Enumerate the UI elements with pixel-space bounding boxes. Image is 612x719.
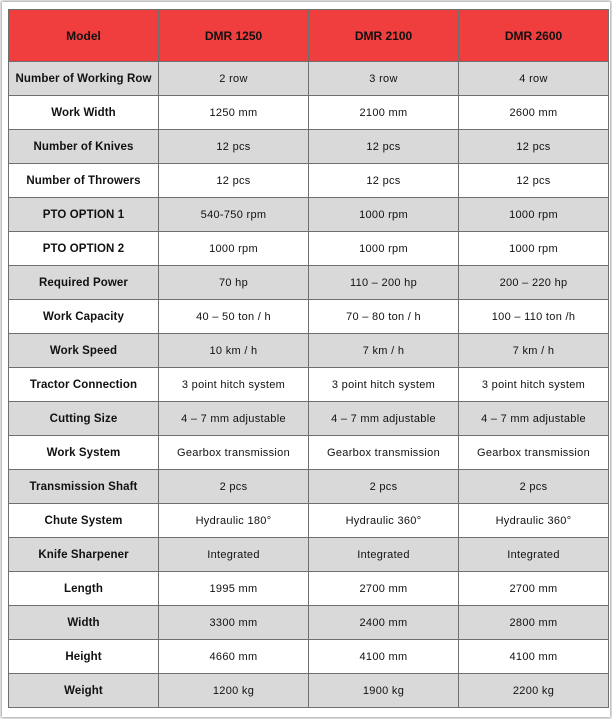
table-cell: 4660 mm bbox=[159, 640, 309, 674]
table-cell: 2 row bbox=[159, 62, 309, 96]
table-cell: Hydraulic 180° bbox=[159, 504, 309, 538]
row-label: Number of Working Row bbox=[9, 62, 159, 96]
table-row bbox=[9, 504, 609, 538]
table-cell: 2700 mm bbox=[309, 572, 459, 606]
table-cell: 2200 kg bbox=[459, 674, 609, 708]
table-cell: 200 – 220 hp bbox=[459, 266, 609, 300]
table-cell: 2100 mm bbox=[309, 96, 459, 130]
table-row bbox=[9, 606, 609, 640]
row-label: PTO OPTION 1 bbox=[9, 198, 159, 232]
row-label: Width bbox=[9, 606, 159, 640]
table-cell: 540-750 rpm bbox=[159, 198, 309, 232]
table-cell: 12 pcs bbox=[159, 130, 309, 164]
table-row bbox=[9, 266, 609, 300]
table-cell: 1000 rpm bbox=[459, 232, 609, 266]
table-cell: 1995 mm bbox=[159, 572, 309, 606]
table-cell: 4100 mm bbox=[459, 640, 609, 674]
table-cell: 2 pcs bbox=[159, 470, 309, 504]
header-cell-dmr-2100: DMR 2100 bbox=[309, 10, 459, 62]
table-row bbox=[9, 198, 609, 232]
header-row bbox=[9, 10, 609, 62]
table-cell: 110 – 200 hp bbox=[309, 266, 459, 300]
table-cell: 7 km / h bbox=[309, 334, 459, 368]
table-cell: 1000 rpm bbox=[459, 198, 609, 232]
table-cell: 12 pcs bbox=[159, 164, 309, 198]
row-label: Cutting Size bbox=[9, 402, 159, 436]
row-label: Chute System bbox=[9, 504, 159, 538]
table-row bbox=[9, 334, 609, 368]
table-cell: Hydraulic 360° bbox=[459, 504, 609, 538]
row-label: Knife Sharpener bbox=[9, 538, 159, 572]
row-label: Work Speed bbox=[9, 334, 159, 368]
header-cell-dmr-2600: DMR 2600 bbox=[459, 10, 609, 62]
table-cell: 2600 mm bbox=[459, 96, 609, 130]
table-row bbox=[9, 368, 609, 402]
table-cell: 3 row bbox=[309, 62, 459, 96]
table-row bbox=[9, 232, 609, 266]
table-cell: 3 point hitch system bbox=[309, 368, 459, 402]
table-row bbox=[9, 538, 609, 572]
table-cell: 2 pcs bbox=[459, 470, 609, 504]
row-label: Number of Throwers bbox=[9, 164, 159, 198]
table-cell: 3 point hitch system bbox=[159, 368, 309, 402]
row-label: Weight bbox=[9, 674, 159, 708]
table-cell: 2 pcs bbox=[309, 470, 459, 504]
row-label: Length bbox=[9, 572, 159, 606]
row-label: Tractor Connection bbox=[9, 368, 159, 402]
table-cell: 12 pcs bbox=[459, 164, 609, 198]
table-cell: 1000 rpm bbox=[159, 232, 309, 266]
table-cell: 1250 mm bbox=[159, 96, 309, 130]
table-cell: 70 – 80 ton / h bbox=[309, 300, 459, 334]
row-label: Work Capacity bbox=[9, 300, 159, 334]
row-label: Number of Knives bbox=[9, 130, 159, 164]
table-row bbox=[9, 130, 609, 164]
table-cell: Gearbox transmission bbox=[309, 436, 459, 470]
table-cell: 70 hp bbox=[159, 266, 309, 300]
table-row bbox=[9, 96, 609, 130]
table-cell: 12 pcs bbox=[309, 130, 459, 164]
row-label: Required Power bbox=[9, 266, 159, 300]
spec-table-frame bbox=[2, 2, 610, 717]
table-row bbox=[9, 674, 609, 708]
header-cell-model: Model bbox=[9, 10, 159, 62]
table-row bbox=[9, 640, 609, 674]
table-cell: 12 pcs bbox=[459, 130, 609, 164]
table-cell: Gearbox transmission bbox=[459, 436, 609, 470]
table-cell: 10 km / h bbox=[159, 334, 309, 368]
spec-table bbox=[8, 9, 609, 708]
table-row bbox=[9, 300, 609, 334]
row-label: Work System bbox=[9, 436, 159, 470]
table-row bbox=[9, 402, 609, 436]
table-cell: 4 – 7 mm adjustable bbox=[459, 402, 609, 436]
table-row bbox=[9, 62, 609, 96]
table-cell: 1900 kg bbox=[309, 674, 459, 708]
row-label: Height bbox=[9, 640, 159, 674]
table-row bbox=[9, 470, 609, 504]
table-cell: 4 row bbox=[459, 62, 609, 96]
table-cell: 3300 mm bbox=[159, 606, 309, 640]
table-cell: 7 km / h bbox=[459, 334, 609, 368]
table-cell: 100 – 110 ton /h bbox=[459, 300, 609, 334]
table-cell: 2700 mm bbox=[459, 572, 609, 606]
table-cell: 3 point hitch system bbox=[459, 368, 609, 402]
row-label: Transmission Shaft bbox=[9, 470, 159, 504]
table-cell: 4100 mm bbox=[309, 640, 459, 674]
row-label: Work Width bbox=[9, 96, 159, 130]
table-row bbox=[9, 572, 609, 606]
table-cell: Integrated bbox=[459, 538, 609, 572]
table-cell: Gearbox transmission bbox=[159, 436, 309, 470]
spec-table-body bbox=[9, 62, 609, 708]
table-cell: 40 – 50 ton / h bbox=[159, 300, 309, 334]
table-cell: 2800 mm bbox=[459, 606, 609, 640]
table-cell: 2400 mm bbox=[309, 606, 459, 640]
table-cell: Hydraulic 360° bbox=[309, 504, 459, 538]
row-label: PTO OPTION 2 bbox=[9, 232, 159, 266]
table-row bbox=[9, 164, 609, 198]
table-cell: 12 pcs bbox=[309, 164, 459, 198]
table-cell: Integrated bbox=[309, 538, 459, 572]
header-cell-dmr-1250: DMR 1250 bbox=[159, 10, 309, 62]
table-cell: 1000 rpm bbox=[309, 198, 459, 232]
table-row bbox=[9, 436, 609, 470]
table-cell: Integrated bbox=[159, 538, 309, 572]
table-cell: 4 – 7 mm adjustable bbox=[309, 402, 459, 436]
table-cell: 1200 kg bbox=[159, 674, 309, 708]
table-cell: 4 – 7 mm adjustable bbox=[159, 402, 309, 436]
table-cell: 1000 rpm bbox=[309, 232, 459, 266]
spec-table-header bbox=[9, 10, 609, 62]
